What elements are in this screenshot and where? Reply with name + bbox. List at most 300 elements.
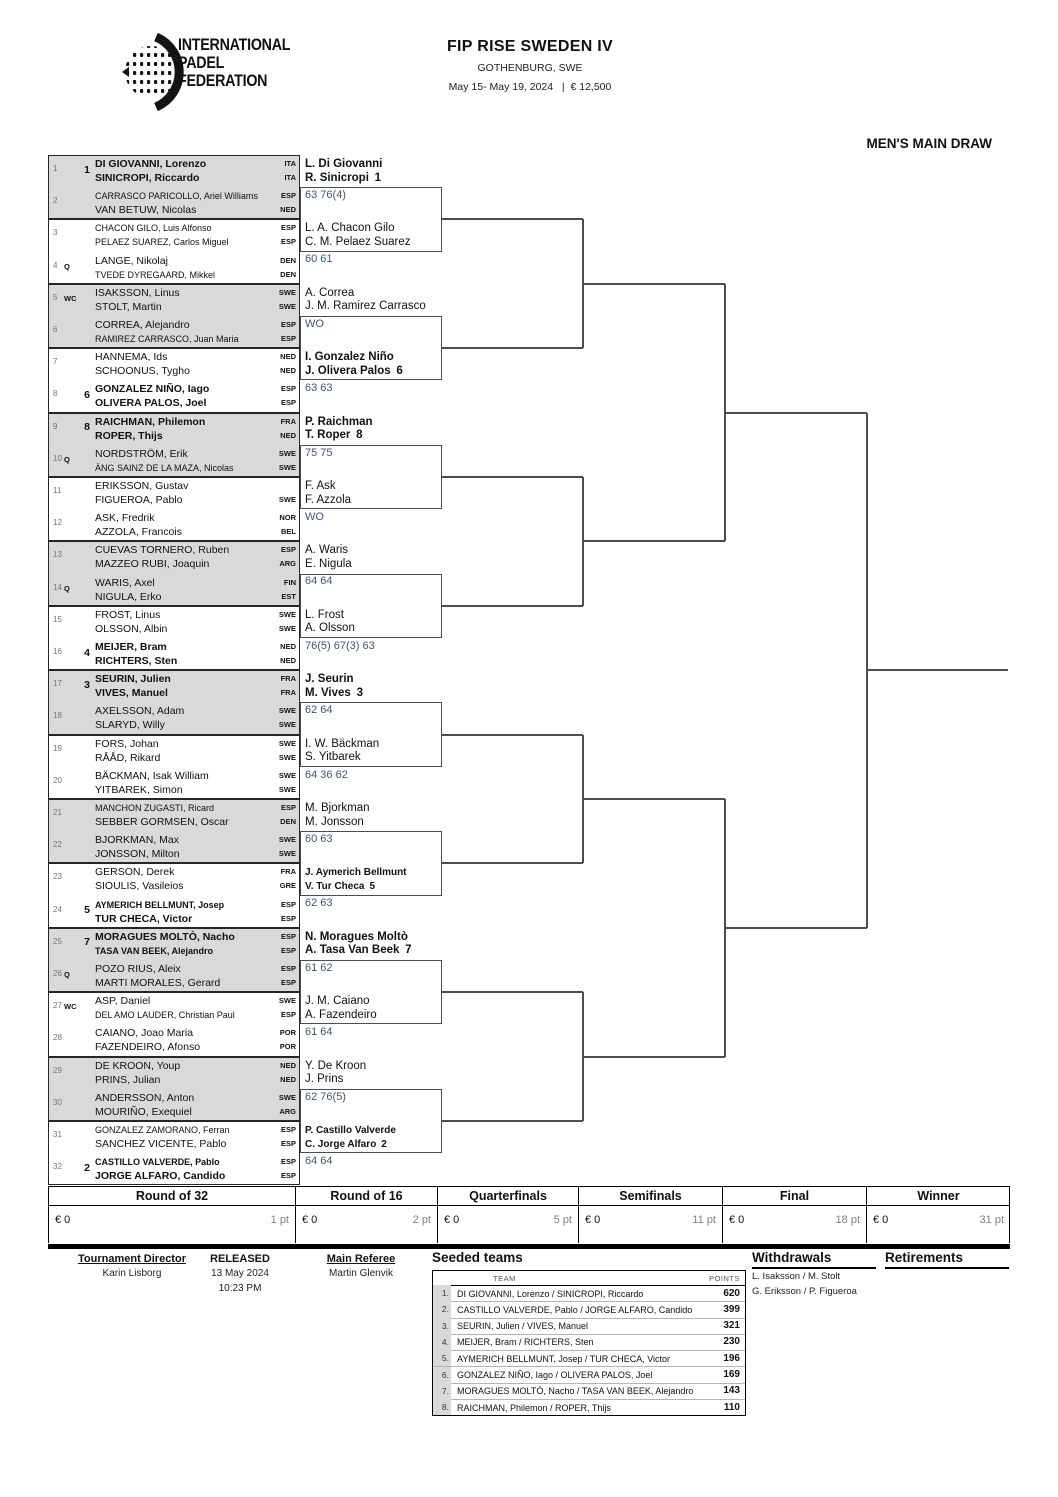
seed-team-name: MORAGUES MOLTÓ, Nacho / TASA VAN BEEK, Alejandro — [457, 1386, 694, 1397]
player-name: TVEDE DYREGAARD, Mikkel — [95, 269, 216, 280]
team-number: 31 — [53, 1130, 62, 1139]
seed-points: 399 — [723, 1303, 740, 1315]
team-countries — [230, 254, 296, 282]
seed-rank: 5. — [433, 1350, 451, 1366]
seeded-team-row — [433, 1350, 745, 1367]
r32-winner-names — [305, 995, 439, 1022]
country-code: NOR — [279, 513, 296, 523]
r16-connector — [442, 605, 583, 607]
director-label: Tournament Director — [78, 1253, 186, 1265]
team-players — [95, 672, 250, 700]
r16-connector — [442, 734, 583, 736]
country-code: NED — [280, 430, 296, 440]
country-code: BEL — [281, 527, 296, 537]
team-countries — [230, 898, 296, 926]
round-points: 18 pt — [835, 1214, 860, 1226]
seed-rank: 8. — [433, 1399, 451, 1415]
country-code: ESP — [280, 978, 296, 987]
seeded-team-row — [433, 1285, 745, 1302]
event-location: GOTHENBURG, SWE — [477, 62, 583, 74]
player-name: MARTI MORALES, Gerard — [95, 977, 221, 989]
team-seed: 1 — [84, 163, 90, 176]
country-code: SWE — [278, 609, 296, 619]
round-header-1: Round of 32 — [48, 1186, 295, 1205]
team-number: 25 — [53, 936, 62, 946]
team-number: 6 — [53, 325, 58, 334]
match-score: 62 76(5) — [305, 1090, 346, 1103]
team-number: 19 — [53, 743, 62, 753]
points-column-header: POINTS — [709, 1274, 740, 1283]
r16-connector — [442, 991, 583, 993]
team-number: 3 — [53, 228, 58, 238]
player-name: GONZALEZ ZAMORANO, Ferran — [95, 1125, 230, 1135]
winner-player-1: I. Gonzalez Niño — [305, 351, 394, 364]
round-prize: € 0 — [55, 1214, 71, 1226]
team-countries — [230, 608, 296, 636]
team-players — [95, 543, 250, 571]
seeded-team-row — [433, 1383, 745, 1400]
player-name: ROPER, Thijs — [95, 429, 163, 442]
team-number: 12 — [53, 518, 62, 528]
r32-winner-names — [305, 222, 439, 249]
draw-title: MEN'S MAIN DRAW — [866, 136, 992, 151]
country-code: FRA — [280, 688, 296, 698]
team-countries — [230, 672, 296, 700]
winner-player-2: F. Azzola — [305, 493, 352, 506]
team-players — [95, 511, 250, 539]
team-number: 5 — [53, 292, 58, 302]
team-number: 1 — [53, 164, 58, 173]
withdrawal-entry: G. Eriksson / P. Figueroa — [752, 1286, 857, 1297]
released-label: RELEASED — [210, 1253, 270, 1265]
team-countries — [230, 801, 296, 829]
player-name: POZO RIUS, Aleix — [95, 963, 181, 975]
country-code: ARG — [279, 1106, 296, 1116]
match-score: 63 63 — [305, 382, 333, 395]
country-code: ARG — [279, 559, 296, 569]
team-number: 13 — [53, 550, 62, 560]
r32-winner-names — [305, 738, 439, 765]
match-score: WO — [305, 511, 324, 523]
country-code: NED — [280, 642, 296, 651]
team-players — [95, 350, 250, 378]
country-code: ESP — [280, 964, 296, 973]
team-countries — [230, 511, 296, 539]
winner-player-1: J. Seurin — [305, 673, 354, 686]
team-column-header: TEAM — [493, 1274, 516, 1283]
player-name: BÄCKMAN, Isak William — [95, 769, 209, 782]
player-name: ASK, Fredrik — [95, 512, 155, 525]
player-name: JORGE ALFARO, Candido — [95, 1170, 226, 1183]
player-name: FAZENDEIRO, Afonso — [95, 1041, 201, 1054]
event-title-block — [330, 38, 730, 93]
player-name: WARIS, Axel — [95, 576, 155, 589]
winner-player-2: J. M. Ramirez Carrasco — [305, 300, 426, 313]
match-score: 60 61 — [305, 253, 333, 266]
country-code: POR — [279, 1028, 296, 1038]
country-code: NED — [280, 352, 296, 362]
player-name: MOURIÑO, Exequiel — [95, 1105, 192, 1118]
seed-points: 169 — [723, 1369, 740, 1380]
winner-player-1: I. W. Bäckman — [305, 737, 380, 750]
seed-points: 321 — [723, 1320, 740, 1332]
player-name: AYMERICH BELLMUNT, Josep — [95, 899, 225, 910]
player-name: DE KROON, Youp — [95, 1059, 181, 1072]
team-number: 20 — [53, 775, 62, 785]
player-name: MORAGUES MOLTÒ, Nacho — [95, 930, 235, 943]
winner-player-2: A. Fazendeiro — [305, 1008, 377, 1021]
round-prize: € 0 — [585, 1214, 601, 1226]
player-name: TUR CHECA, Victor — [95, 912, 193, 925]
country-code: ESP — [280, 320, 296, 329]
team-players — [95, 769, 250, 797]
player-name: MEIJER, Bram — [95, 641, 167, 653]
team-number: 26 — [53, 969, 62, 978]
team-number: 30 — [53, 1097, 62, 1107]
country-code: SWE — [278, 720, 296, 730]
player-name: OLSSON, Albin — [95, 622, 168, 635]
round-points: 31 pt — [979, 1214, 1004, 1226]
country-code: SWE — [278, 706, 296, 716]
retirements-title: Retirements — [885, 1250, 964, 1265]
player-name: VAN BETUW, Nicolas — [95, 204, 197, 217]
team-players — [95, 382, 250, 410]
team-players — [95, 608, 250, 636]
player-name: PRINS, Julian — [95, 1073, 161, 1086]
team-countries — [230, 382, 296, 410]
winner-player-1: F. Ask — [305, 480, 336, 492]
winner-player-1: P. Castillo Valverde — [305, 1125, 396, 1136]
r32-winner-names — [305, 351, 439, 378]
round-header-4: Semifinals — [578, 1186, 722, 1205]
country-code: NED — [280, 1074, 296, 1084]
team-countries — [230, 930, 296, 958]
r32-winner-names — [305, 673, 439, 700]
team-entry-tag: WC — [64, 293, 77, 303]
r32-winner-names — [305, 802, 439, 829]
team-countries — [230, 543, 296, 571]
player-name: RAICHMAN, Philemon — [95, 415, 206, 428]
team-number: 4 — [53, 260, 58, 270]
team-number: 17 — [53, 679, 62, 689]
country-code: ESP — [280, 899, 296, 909]
seed-rank: 2. — [433, 1301, 451, 1317]
match-score: 76(5) 67(3) 63 — [305, 639, 375, 652]
team-countries — [230, 737, 296, 765]
round-prize-cell-4 — [578, 1206, 722, 1243]
team-number: 9 — [53, 421, 58, 431]
player-name: HANNEMA, Ids — [95, 351, 168, 364]
team-players — [95, 930, 250, 958]
country-code: SWE — [278, 623, 296, 633]
r32-winner-names — [305, 866, 439, 893]
team-number: 11 — [53, 486, 62, 495]
team-seed: 2 — [84, 1161, 90, 1174]
player-name: ANDERSSON, Anton — [95, 1091, 195, 1104]
referee-name: Martin Glenvik — [329, 1268, 393, 1279]
country-code: SWE — [278, 495, 296, 504]
r32-winner-names — [305, 1060, 439, 1087]
seed-points: 230 — [723, 1336, 740, 1348]
country-code: FRA — [280, 867, 296, 877]
player-name: SIOULIS, Vasileios — [95, 880, 184, 893]
team-countries — [230, 640, 296, 668]
player-name: YITBAREK, Simon — [95, 783, 183, 796]
country-code: ESP — [280, 931, 296, 941]
r32-winner-names — [305, 931, 439, 958]
player-name: JONSSON, Milton — [95, 848, 180, 861]
team-number: 7 — [53, 357, 58, 367]
team-number: 22 — [53, 840, 62, 850]
team-number: 29 — [53, 1065, 62, 1075]
team-players — [95, 318, 250, 346]
team-players — [95, 704, 250, 732]
round-points: 11 pt — [692, 1214, 716, 1226]
player-name: CHACON GILO, Luis Alfonso — [95, 223, 212, 234]
country-code: SWE — [278, 462, 296, 472]
country-code: ESP — [280, 803, 296, 812]
winner-player-2: C. Jorge Alfaro 2 — [305, 1138, 387, 1150]
seeded-team-row — [433, 1334, 745, 1351]
round-points: 2 pt — [412, 1214, 431, 1226]
seed-points: 196 — [723, 1352, 740, 1364]
team-countries — [230, 479, 296, 507]
seeded-team-row — [433, 1318, 745, 1335]
country-code: ESP — [280, 545, 296, 555]
team-players — [95, 865, 250, 893]
round-prize-cell-1 — [48, 1206, 295, 1243]
player-name: SEBBER GORMSEN, Oscar — [95, 816, 229, 828]
team-number: 14 — [53, 582, 62, 592]
player-name: STOLT, Martin — [95, 300, 162, 313]
sf-connector — [725, 927, 867, 929]
country-code: DEN — [280, 817, 296, 826]
team-players — [95, 576, 250, 604]
country-code: ESP — [280, 237, 296, 247]
team-number: 28 — [53, 1033, 62, 1043]
team-players — [95, 254, 250, 282]
player-name: FROST, Linus — [95, 608, 161, 621]
country-code: SWE — [278, 835, 296, 845]
country-code: SWE — [278, 849, 296, 859]
winner-player-1: L. Di Giovanni — [305, 158, 383, 170]
team-number: 2 — [53, 196, 58, 206]
withdrawals-underline — [752, 1267, 876, 1269]
player-name: SLARYD, Willy — [95, 719, 165, 732]
round-prize: € 0 — [729, 1214, 745, 1226]
country-code: SWE — [278, 996, 296, 1006]
team-countries — [230, 350, 296, 378]
team-countries — [230, 415, 296, 443]
country-code: FRA — [280, 674, 296, 684]
player-name: FIGUEROA, Pablo — [95, 494, 183, 506]
round-prize: € 0 — [444, 1214, 460, 1226]
winner-player-2: R. Sinicropi 1 — [305, 171, 382, 184]
player-name: CARRASCO PARICOLLO, Ariel Williams — [95, 191, 258, 202]
seed-team-name: GONZALEZ NIÑO, Iago / OLIVERA PALOS, Joel — [457, 1370, 653, 1380]
country-code: ITA — [284, 173, 296, 182]
r16-connector — [442, 218, 583, 220]
seed-rank: 4. — [433, 1334, 451, 1350]
federation-logo-text — [178, 36, 290, 90]
team-number: 15 — [53, 614, 62, 624]
country-code: FIN — [283, 577, 296, 587]
player-name: SCHOONUS, Tygho — [95, 365, 190, 378]
winner-player-2: C. M. Pelaez Suarez — [305, 235, 411, 248]
round-header-3: Quarterfinals — [437, 1186, 578, 1205]
team-players — [95, 994, 250, 1022]
match-score: 75 75 — [305, 446, 333, 459]
player-name: MAZZEO RUBI, Joaquin — [95, 558, 210, 571]
round-prize: € 0 — [302, 1214, 318, 1226]
player-name: CAIANO, Joao Maria — [95, 1027, 194, 1040]
player-name: ERIKSSON, Gustav — [95, 480, 189, 492]
team-number: 10 — [53, 453, 62, 463]
team-seed: 8 — [84, 421, 90, 434]
team-number: 27 — [53, 1001, 62, 1011]
event-prize: € 12,500 — [570, 81, 612, 93]
round-prize: € 0 — [873, 1214, 889, 1226]
team-entry-tag: Q — [64, 970, 70, 979]
winner-player-2: A. Tasa Van Beek 7 — [305, 944, 412, 957]
seed-team-name: SEURIN, Julien / VIVES, Manuel — [457, 1321, 589, 1332]
country-code: ESP — [280, 1125, 296, 1134]
winner-player-1: A. Correa — [305, 286, 355, 299]
player-name: FORS, Johan — [95, 737, 159, 750]
team-players — [95, 1123, 250, 1151]
winner-player-1: L. A. Chacon Gilo — [305, 222, 395, 235]
country-code: SWE — [278, 738, 296, 748]
seed-team-name: RAICHMAN, Philemon / ROPER, Thijs — [457, 1402, 611, 1413]
country-code: ITA — [284, 159, 296, 168]
rounds-right-border — [1009, 1186, 1010, 1243]
match-score: 62 64 — [305, 704, 333, 717]
player-name: SANCHEZ VICENTE, Pablo — [95, 1138, 227, 1150]
country-code: ESP — [280, 223, 296, 233]
thick-divider — [48, 1244, 1010, 1249]
player-name: AZZOLA, Francois — [95, 526, 182, 539]
match-score: 61 62 — [305, 961, 333, 974]
country-code: DEN — [280, 255, 296, 265]
director-name: Karin Lisborg — [102, 1268, 162, 1279]
seeded-teams-table — [432, 1270, 746, 1416]
team-number: 32 — [53, 1162, 62, 1172]
country-code: SWE — [278, 448, 296, 458]
r32-winner-names — [305, 1124, 439, 1151]
seed-team-name: CASTILLO VALVERDE, Pablo / JORGE ALFARO, Candido — [457, 1304, 693, 1315]
player-name: MANCHON ZUGASTI, Ricard — [95, 803, 215, 813]
logo-line-3: FEDERATION — [178, 71, 268, 90]
match-score: 62 63 — [305, 897, 333, 910]
logo-line-2: PADEL — [178, 53, 225, 72]
team-countries — [230, 769, 296, 797]
round-header-5: Final — [722, 1186, 866, 1205]
team-seed: 5 — [84, 904, 90, 917]
country-code: EST — [281, 591, 296, 601]
qf-connector — [583, 1056, 725, 1058]
winner-player-2: J. Olivera Palos 6 — [305, 364, 403, 377]
country-code: SWE — [278, 1092, 296, 1102]
round-prize-cell-5 — [722, 1206, 866, 1243]
team-countries — [230, 157, 296, 185]
team-countries — [230, 1123, 296, 1151]
country-code: NED — [280, 205, 296, 215]
team-countries — [230, 576, 296, 604]
r32-winner-names — [305, 416, 439, 443]
team-players — [95, 833, 250, 861]
country-code: ESP — [280, 191, 296, 201]
country-code: ESP — [280, 334, 296, 343]
player-name: CUEVAS TORNERO, Ruben — [95, 544, 230, 557]
player-name: VIVES, Manuel — [95, 687, 168, 700]
team-players — [95, 962, 250, 990]
team-number: 21 — [53, 808, 62, 817]
winner-player-2: T. Roper 8 — [305, 429, 363, 442]
seed-points: 110 — [723, 1401, 740, 1413]
round-points: 5 pt — [553, 1214, 572, 1226]
team-players — [95, 1155, 250, 1183]
seed-points: 620 — [723, 1287, 740, 1299]
match-score: WO — [305, 317, 324, 330]
team-countries — [230, 1059, 296, 1087]
seed-team-name: AYMERICH BELLMUNT, Josep / TUR CHECA, Victor — [457, 1353, 671, 1364]
country-code: SWE — [278, 301, 296, 311]
qf-connector — [583, 540, 725, 542]
seeded-team-row — [433, 1399, 745, 1415]
team-countries — [230, 1026, 296, 1054]
r16-connector — [442, 476, 583, 478]
team-players — [95, 447, 250, 475]
round-points: 1 pt — [270, 1214, 289, 1226]
withdrawal-entry: L. Isaksson / M. Stolt — [752, 1271, 841, 1282]
event-title: FIP RISE SWEDEN IV — [446, 38, 614, 55]
sf-connector — [725, 412, 867, 414]
referee-label: Main Referee — [326, 1253, 396, 1265]
team-countries — [230, 318, 296, 346]
event-dates: May 15- May 19, 2024 — [448, 81, 554, 93]
match-score: 64 64 — [305, 575, 333, 588]
seeded-team-row — [433, 1367, 745, 1384]
player-name: BJORKMAN, Max — [95, 834, 180, 847]
team-entry-tag: WC — [64, 1002, 77, 1012]
winner-player-2: M. Vives 3 — [305, 686, 363, 699]
team-countries — [230, 1155, 296, 1183]
team-number: 18 — [53, 711, 62, 721]
country-code: ESP — [280, 913, 296, 923]
team-countries — [230, 1091, 296, 1119]
match-score: 61 64 — [305, 1026, 333, 1039]
seed-rank: 6. — [433, 1367, 451, 1383]
player-name: NORDSTRÖM, Erik — [95, 447, 188, 460]
winner-player-1: J. Aymerich Bellmunt — [305, 867, 407, 879]
seed-team-name: DI GIOVANNI, Lorenzo / SINICROPI, Riccardo — [457, 1288, 644, 1299]
winner-player-1: L. Frost — [305, 608, 344, 621]
player-name: RÅÅD, Rikard — [95, 751, 161, 764]
country-code: GRE — [279, 881, 296, 891]
team-seed: 6 — [84, 388, 90, 401]
team-players — [95, 640, 250, 668]
country-code: SWE — [278, 752, 296, 762]
team-players — [95, 1091, 250, 1119]
country-code: POR — [279, 1042, 296, 1052]
country-code: SWE — [278, 784, 296, 794]
seeded-teams-title: Seeded teams — [432, 1250, 523, 1265]
country-code: ESP — [280, 1171, 296, 1181]
country-code: SWE — [278, 287, 296, 297]
team-number: 8 — [53, 389, 58, 399]
qf-connector — [583, 283, 725, 285]
winner-player-2: V. Tur Checa 5 — [305, 880, 376, 892]
